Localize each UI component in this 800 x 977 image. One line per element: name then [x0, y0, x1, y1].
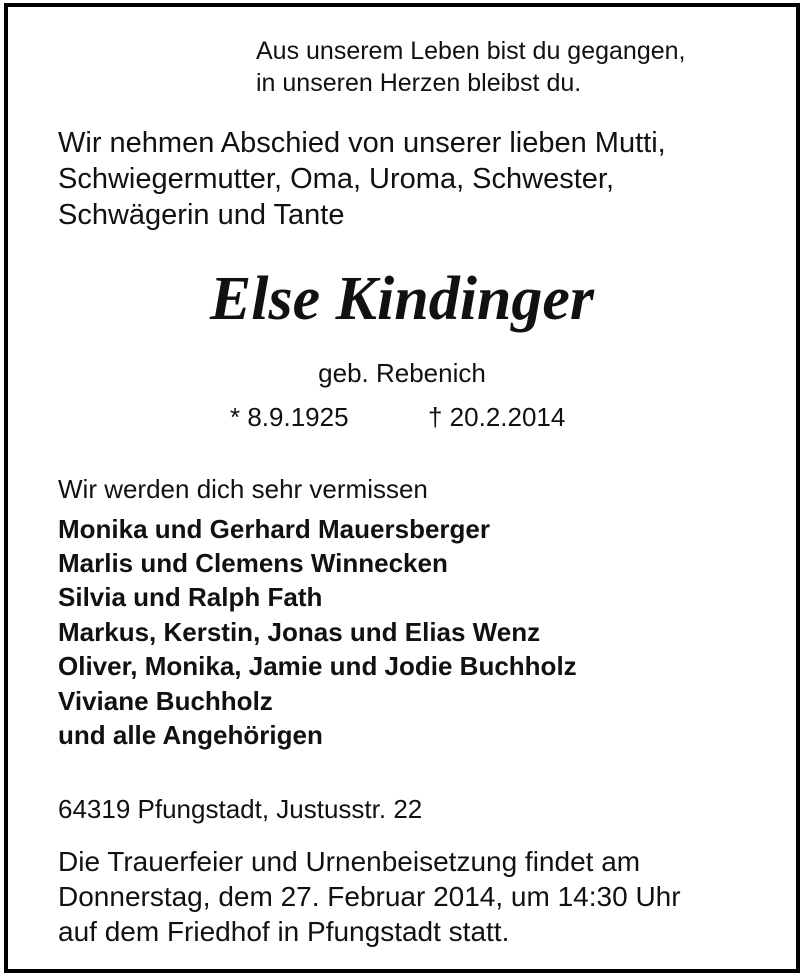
birth-date: * 8.9.1925 — [230, 402, 349, 432]
family-member-5: Oliver, Monika, Jamie und Jodie Buchholz — [58, 651, 577, 681]
service-line-1: Die Trauerfeier und Urnenbeisetzung findet am — [58, 846, 641, 877]
motto-line-1: Aus unserem Leben bist du gegangen, — [256, 37, 686, 65]
family-member-1: Monika und Gerhard Mauersberger — [58, 514, 490, 544]
address: 64319 Pfungstadt, Justusstr. 22 — [58, 794, 423, 824]
intro-line-1: Wir nehmen Abschied von unserer lieben Mutti, — [58, 127, 666, 159]
birth-name: geb. Rebenich — [318, 358, 486, 388]
deceased-name: Else Kindinger — [209, 265, 595, 333]
motto-line-2: in unseren Herzen bleibst du. — [256, 69, 582, 97]
miss-line: Wir werden dich sehr vermissen — [58, 474, 428, 504]
family-member-3: Silvia und Ralph Fath — [58, 582, 323, 612]
family-member-4: Markus, Kerstin, Jonas und Elias Wenz — [58, 617, 541, 647]
family-member-7: und alle Angehörigen — [58, 720, 323, 750]
death-date: † 20.2.2014 — [428, 402, 566, 432]
obituary-notice — [4, 3, 800, 973]
family-member-6: Viviane Buchholz — [58, 686, 273, 716]
intro-line-3: Schwägerin und Tante — [58, 199, 345, 231]
intro-line-2: Schwiegermutter, Oma, Uroma, Schwester, — [58, 163, 615, 195]
service-line-2: Donnerstag, dem 27. Februar 2014, um 14:30 Uhr — [58, 881, 681, 912]
service-line-3: auf dem Friedhof in Pfungstadt statt. — [58, 916, 510, 947]
family-member-2: Marlis und Clemens Winnecken — [58, 548, 448, 578]
